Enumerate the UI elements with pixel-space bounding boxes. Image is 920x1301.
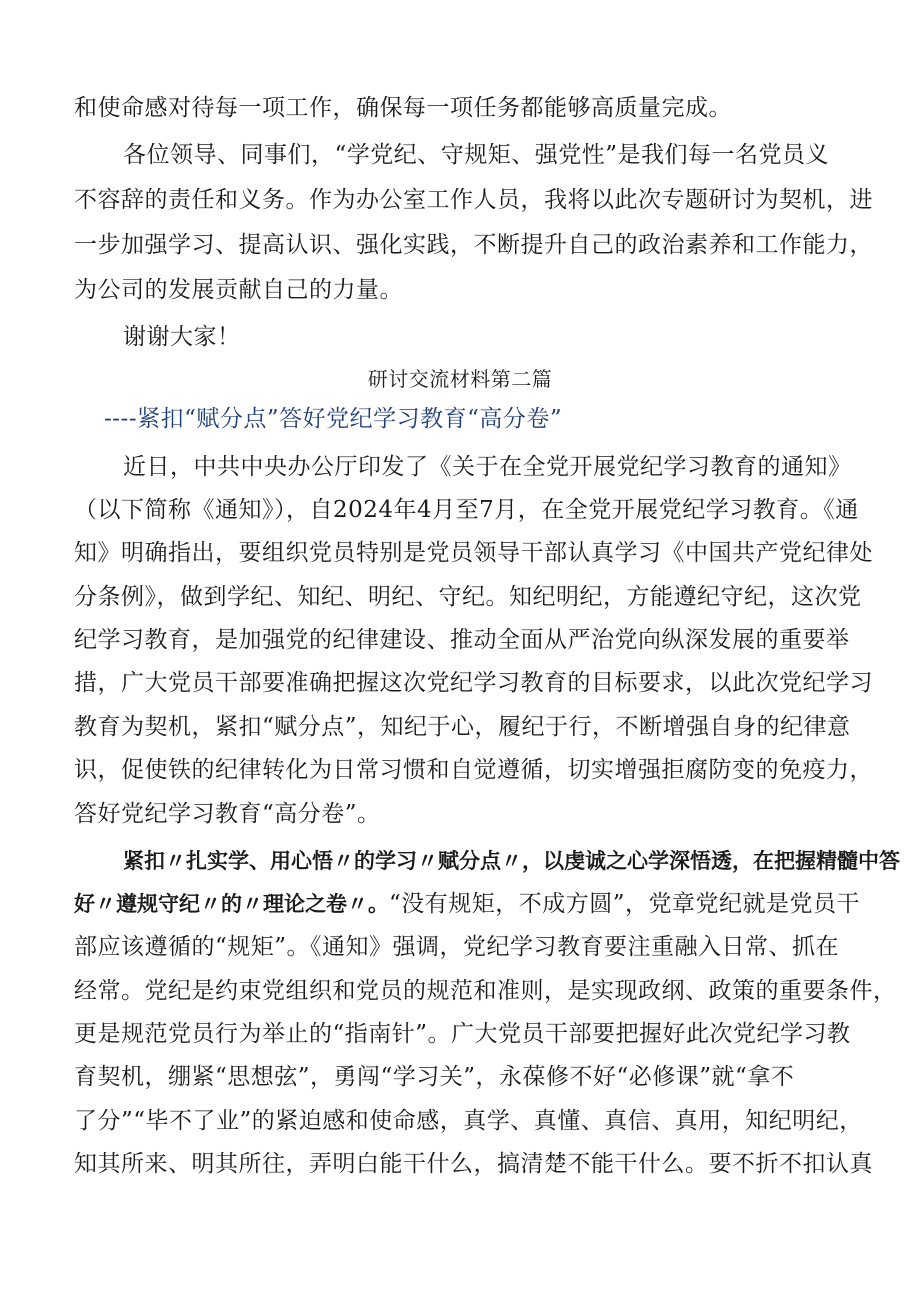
text-line: 教育为契机，紧扣“赋分点”，知纪于心，履纪于行，不断增强自身的纪律意 — [74, 714, 851, 740]
text-line: （以下简称《通知》），自2024年4月至7月，在全党开展党纪学习教育。《通 — [74, 497, 859, 523]
section-subtitle: ----紧扣“赋分点”答好党纪学习教育“高分卷” — [104, 406, 563, 432]
bold-heading-line: 紧扣〃扎实学、用心悟〃的学习〃赋分点〃，以虔诚之心学深悟透，在把握精髓中答 — [123, 849, 900, 873]
text-span: “没有规矩，不成方圆”，党章党纪就是党员干 — [389, 891, 861, 917]
text-line: 一步加强学习、提高认识、强化实践，不断提升自己的政治素养和工作能力， — [74, 232, 873, 258]
text-line: 育契机，绷紧“思想弦”，勇闯“学习关”，永葆修不好“必修课”就“拿不 — [74, 1064, 795, 1090]
text-line: 措，广大党员干部要准确把握这次党纪学习教育的目标要求，以此次党纪学习 — [74, 670, 873, 696]
text-line: 经常。党纪是约束党组织和党员的规范和准则，是实现政纲、政策的重要条件， — [74, 978, 897, 1004]
text-line: 谢谢大家！ — [123, 324, 241, 350]
text-line: 了分”“毕不了业”的紧迫感和使命感，真学、真懂、真信、真用，知纪明纪， — [74, 1108, 863, 1134]
text-line: 识，促使铁的纪律转化为日常习惯和自觉遵循，切实增强拒腐防变的免疫力， — [74, 757, 873, 783]
text-line: 和使命感对待每一项工作，确保每一项任务都能够高质量完成。 — [74, 95, 732, 121]
text-line: 各位领导、同事们，“学党纪、守规矩、强党性”是我们每一名党员义 — [123, 142, 830, 168]
text-line: 知》明确指出，要组织党员特别是党员领导干部认真学习《中国共产党纪律处 — [74, 540, 873, 566]
text-line: 知其所来、明其所往，弄明白能干什么，搞清楚不能干什么。要不折不扣认真 — [74, 1151, 873, 1177]
text-line: 部应该遵循的“规矩”。《通知》强调，党纪学习教育要注重融入日常、抓在 — [74, 934, 840, 960]
text-line: 近日，中共中央办公厅印发了《关于在全党开展党纪学习教育的通知》 — [123, 454, 852, 480]
text-line: 更是规范党员行为举止的“指南针”。广大党员干部要把握好此次党纪学习教 — [74, 1021, 851, 1047]
mixed-line — [74, 889, 860, 919]
text-line: 分条例》，做到学纪、知纪、明纪、守纪。知纪明纪，方能遵纪守纪，这次党 — [74, 584, 862, 610]
bold-heading-tail: 好〃遵规守纪〃的〃理论之卷〃。 — [74, 892, 389, 916]
text-line: 为公司的发展贡献自己的力量。 — [74, 277, 403, 303]
text-line: 答好党纪学习教育“高分卷”。 — [74, 801, 381, 827]
section-title: 研讨交流材料第二篇 — [367, 367, 553, 391]
text-line: 纪学习教育，是加强党的纪律建设、推动全面从严治党向纵深发展的重要举 — [74, 627, 850, 653]
text-line: 不容辞的责任和义务。作为办公室工作人员，我将以此次专题研讨为契机，进 — [74, 187, 873, 213]
